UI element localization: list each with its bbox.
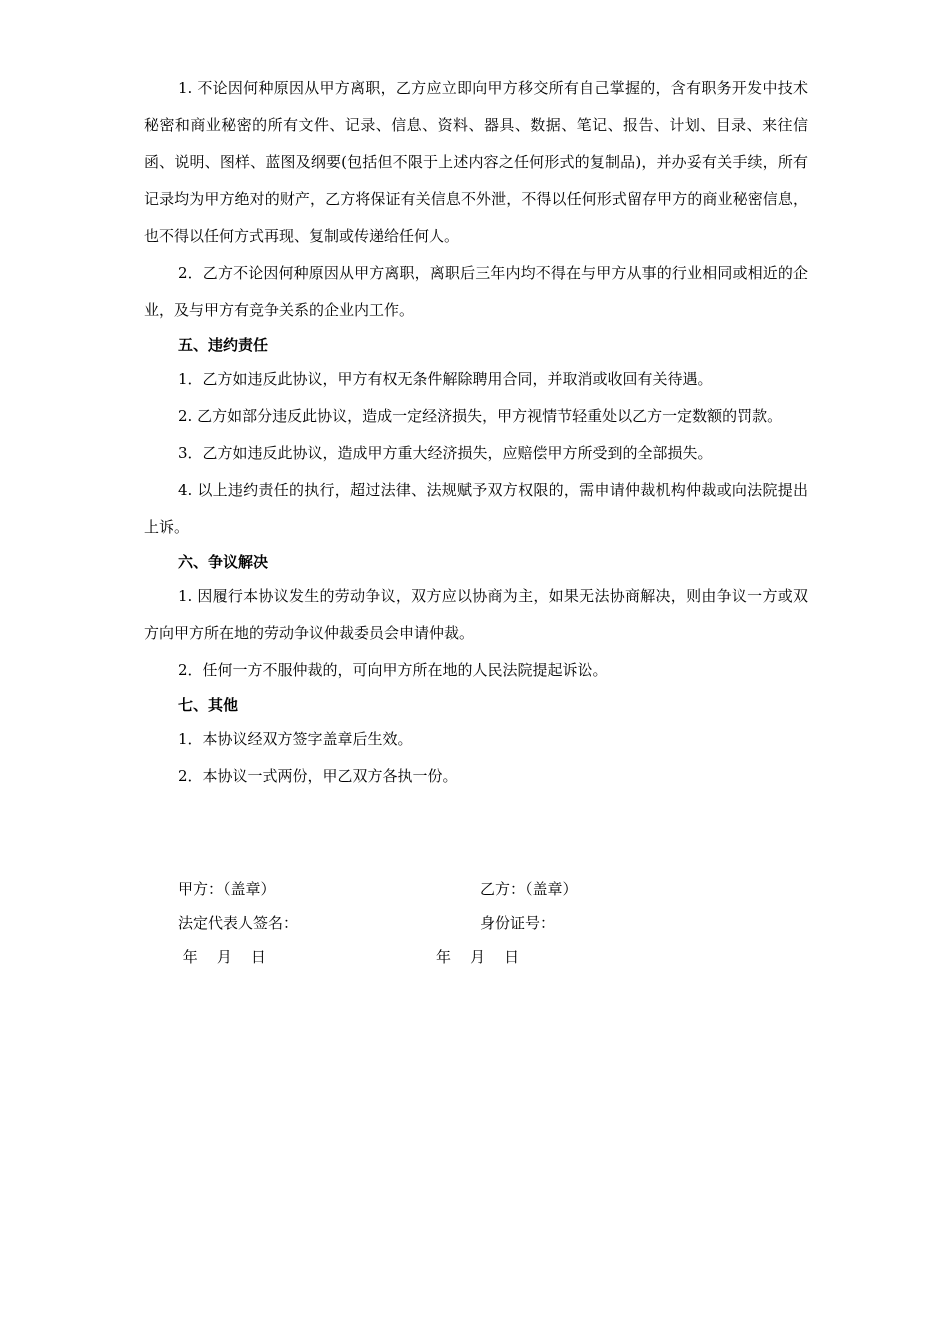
clause-5-4: 4. 以上违约责任的执行，超过法律、法规赋予双方权限的，需申请仲裁机构仲裁或向法院提出上诉。	[144, 481, 808, 536]
signature-block	[144, 872, 808, 974]
clause-7-2: 2．本协议一式两份，甲乙双方各执一份。	[178, 767, 458, 785]
section-heading-breach-liability: 五、违约责任	[178, 336, 269, 354]
clause-4-1: 1. 不论因何种原因从甲方离职，乙方应立即向甲方移交所有自己掌握的，含有职务开发中技术秘密和商业秘密的所有文件、记录、信息、资料、器具、数据、笔记、报告、计划、目录、来往信函、说明、图样、蓝图及纲要(包括但不限于上述内容之任何形式的复制品)，并办妥有关手续，所有记录均为甲方绝对的财产，乙方将保证有关信息不外泄，不得以任何形式留存甲方的商业秘密信息，也不得以任何方式再现、复制或传递给任何人。	[144, 79, 808, 245]
id-number-label: 身份证号：	[480, 914, 556, 932]
signature-row-identity	[144, 906, 808, 940]
section-heading-dispute-resolution: 六、争议解决	[178, 553, 269, 571]
party-a-seal-label: 甲方：（盖章）	[178, 880, 276, 898]
signature-row-dates	[144, 940, 808, 974]
clause-7-1: 1．本协议经双方签字盖章后生效。	[178, 730, 413, 748]
legal-representative-label: 法定代表人签名：	[178, 914, 299, 932]
agreement-body	[144, 70, 808, 795]
clause-5-2: 2. 乙方如部分违反此协议，造成一定经济损失，甲方视情节轻重处以乙方一定数额的罚款。	[178, 407, 783, 425]
party-a-date: 年 月 日	[178, 948, 266, 966]
clause-5-1: 1．乙方如违反此协议，甲方有权无条件解除聘用合同，并取消或收回有关待遇。	[178, 370, 713, 388]
party-b-date: 年 月 日	[436, 948, 520, 966]
clause-4-2: 2．乙方不论因何种原因从甲方离职，离职后三年内均不得在与甲方从事的行业相同或相近的企业，及与甲方有竞争关系的企业内工作。	[144, 264, 808, 319]
clause-6-1: 1. 因履行本协议发生的劳动争议，双方应以协商为主，如果无法协商解决，则由争议一方或双方向甲方所在地的劳动争议仲裁委员会申请仲裁。	[144, 587, 808, 642]
section-heading-other: 七、其他	[178, 696, 239, 714]
clause-5-3: 3．乙方如违反此协议，造成甲方重大经济损失，应赔偿甲方所受到的全部损失。	[178, 444, 713, 462]
party-b-seal-label: 乙方：（盖章）	[480, 880, 578, 898]
signature-row-parties	[144, 872, 808, 906]
clause-6-2: 2．任何一方不服仲裁的，可向甲方所在地的人民法院提起诉讼。	[178, 661, 608, 679]
